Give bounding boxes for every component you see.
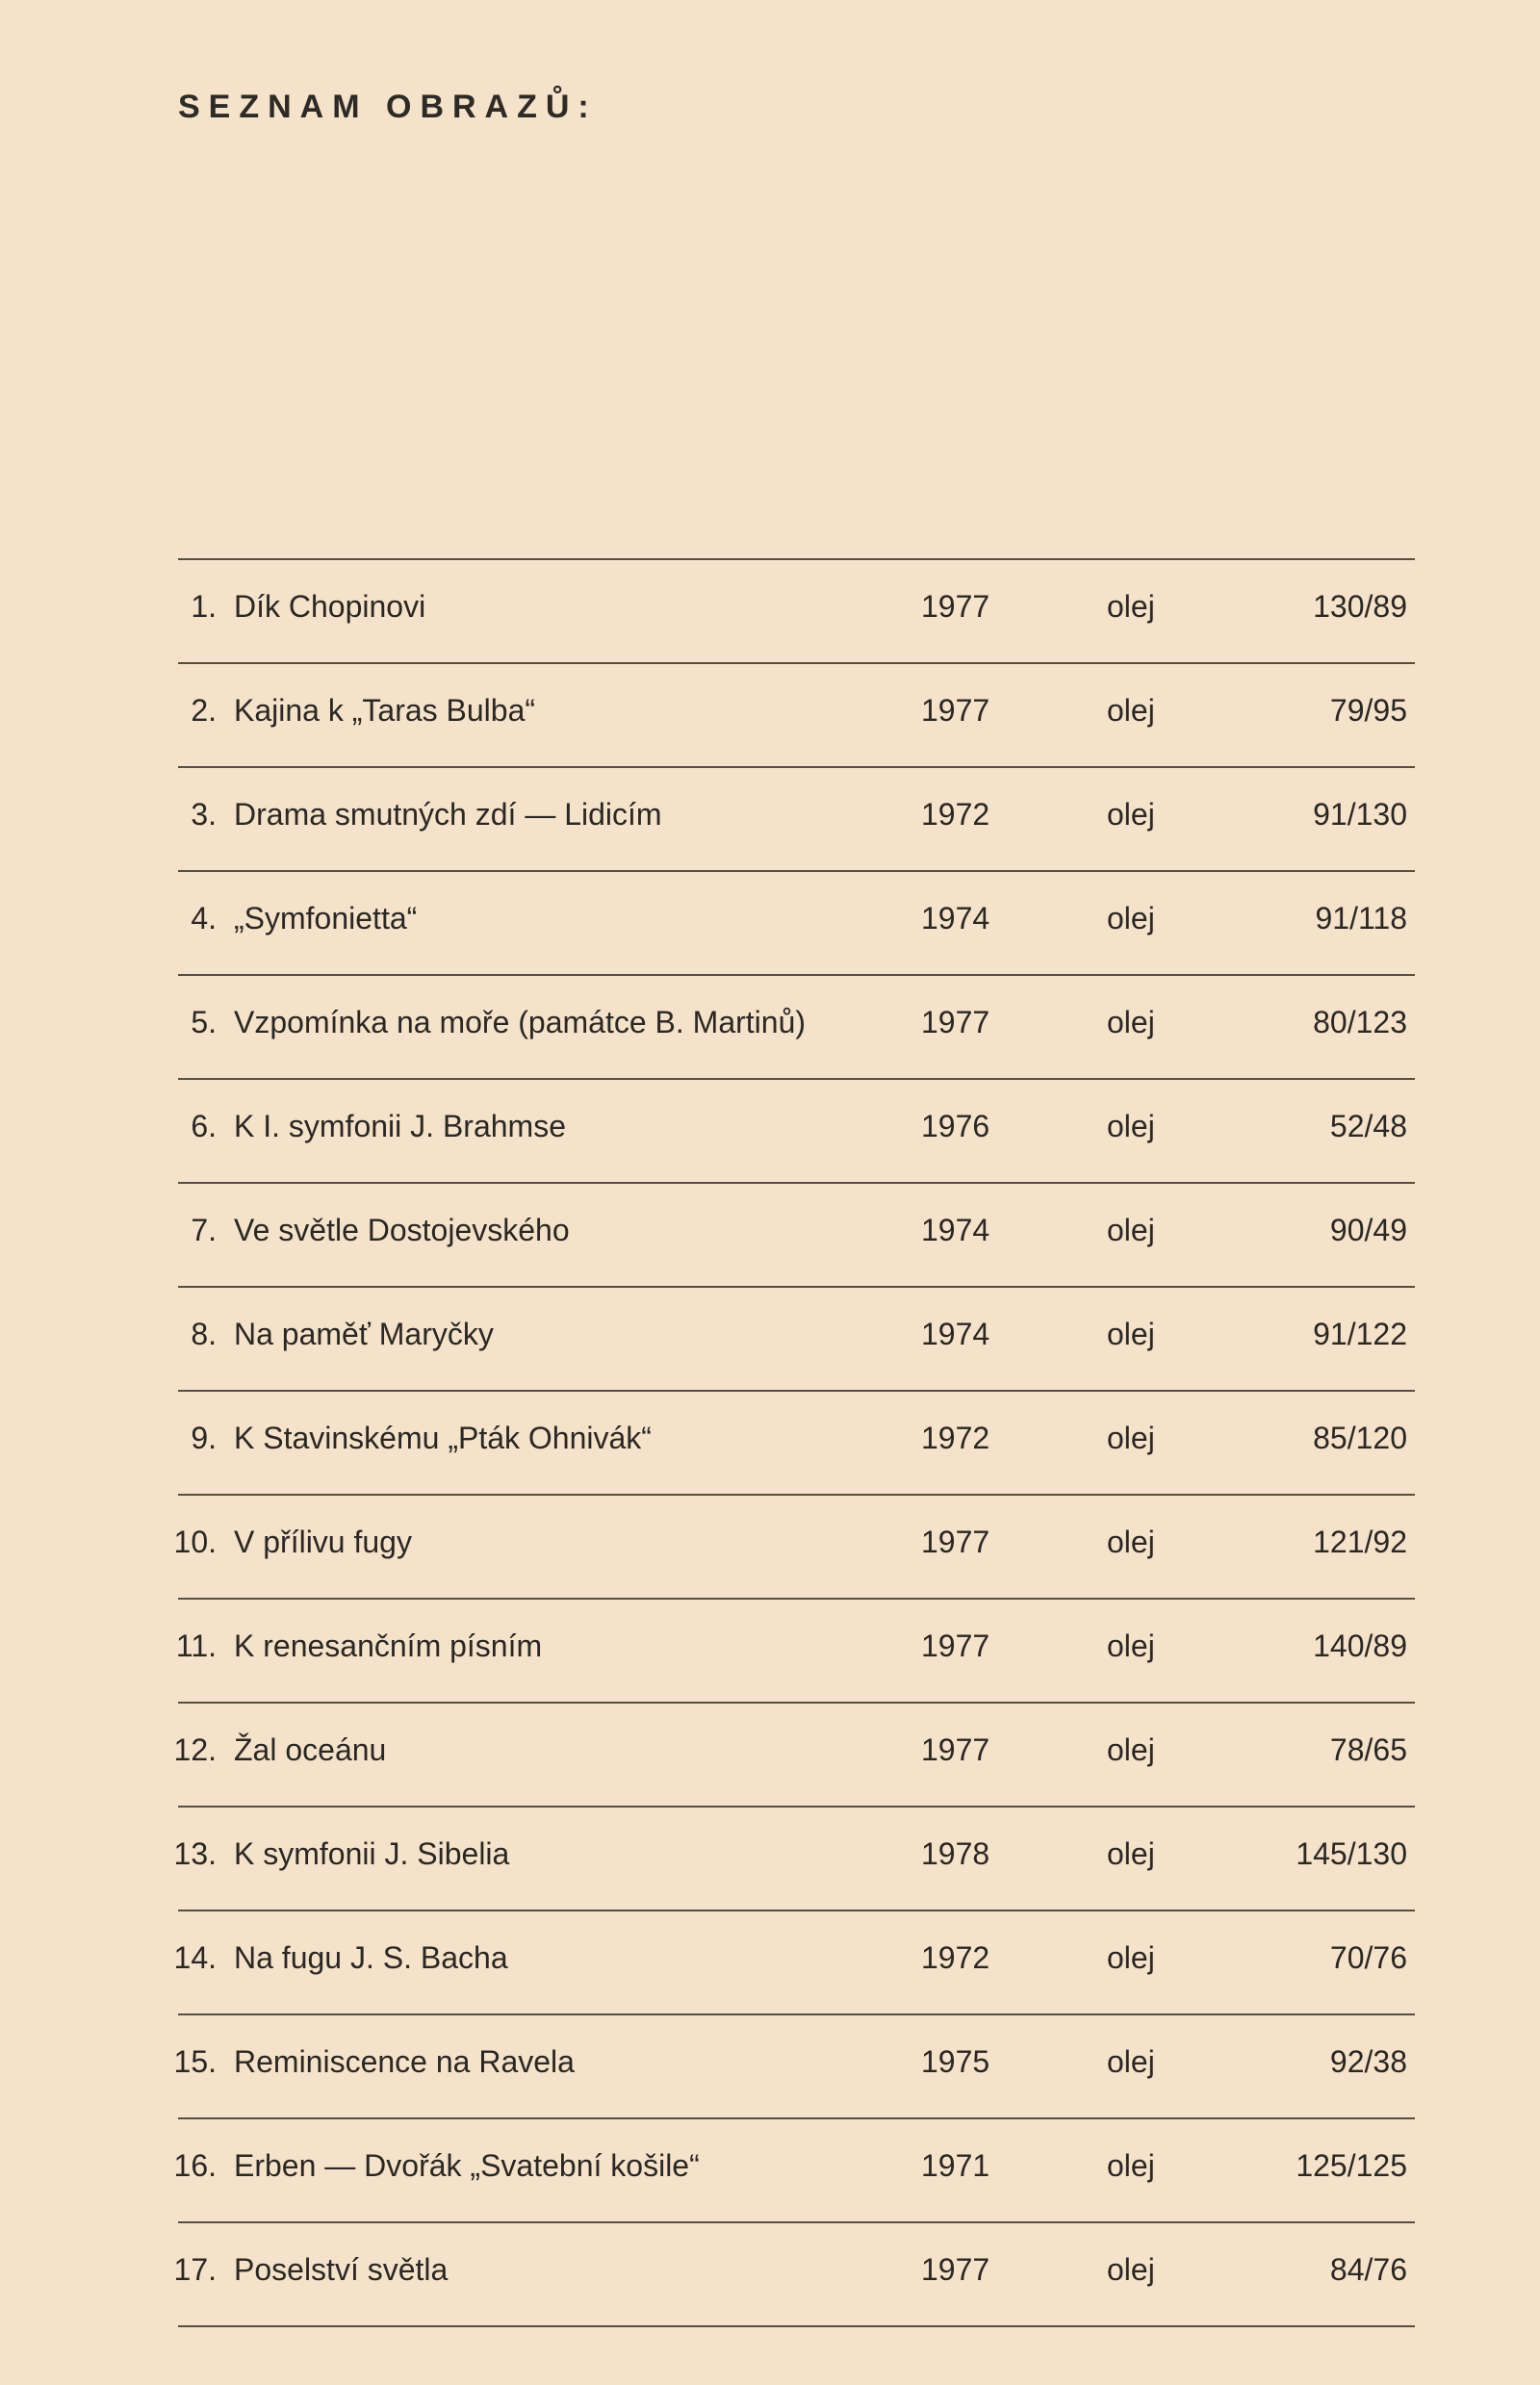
list-item [173, 1496, 1415, 1598]
item-medium: olej [1107, 589, 1155, 624]
item-name: K renesančním písním [234, 1628, 543, 1663]
item-num: 2. [191, 693, 217, 728]
item-name: Dík Chopinovi [234, 589, 426, 624]
item-year: 1972 [921, 797, 990, 832]
item-size: 125/125 [1296, 2148, 1407, 2183]
item-num: 16. [173, 2148, 217, 2183]
list-item [178, 1392, 1415, 1494]
item-year: 1977 [921, 1525, 990, 1559]
item-size: 91/130 [1313, 797, 1407, 832]
item-medium: olej [1107, 693, 1155, 728]
item-medium: olej [1107, 2252, 1155, 2287]
item-size: 79/95 [1329, 693, 1407, 728]
item-medium: olej [1107, 1940, 1155, 1975]
item-size: 85/120 [1313, 1421, 1407, 1455]
item-year: 1976 [921, 1109, 990, 1143]
item-size: 91/122 [1313, 1317, 1407, 1351]
item-name: K symfonii J. Sibelia [234, 1836, 510, 1871]
item-year: 1972 [921, 1421, 990, 1455]
list-item [178, 1288, 1415, 1390]
list-item [173, 1704, 1415, 1806]
item-medium: olej [1107, 1836, 1155, 1871]
item-num: 6. [191, 1109, 217, 1143]
item-medium: olej [1107, 901, 1155, 936]
item-size: 92/38 [1329, 2044, 1407, 2079]
item-year: 1977 [921, 1732, 990, 1767]
item-name: Ve světle Dostojevského [234, 1213, 570, 1247]
list-item [178, 1184, 1415, 1286]
page-title: SEZNAM OBRAZŮ: [178, 89, 598, 125]
item-year: 1972 [921, 1940, 990, 1975]
item-year: 1974 [921, 1317, 990, 1351]
item-name: K I. symfonii J. Brahmse [234, 1109, 566, 1143]
item-year: 1977 [921, 693, 990, 728]
item-name: Erben — Dvořák „Svatební košile“ [234, 2148, 700, 2183]
item-medium: olej [1107, 1213, 1155, 1247]
divider [178, 2325, 1415, 2327]
item-num: 3. [191, 797, 217, 832]
item-name: „Symfonietta“ [234, 901, 418, 936]
item-year: 1971 [921, 2148, 990, 2183]
item-size: 78/65 [1329, 1732, 1407, 1767]
list-item [178, 872, 1415, 974]
item-size: 80/123 [1313, 1005, 1407, 1039]
item-name: Na fugu J. S. Bacha [234, 1940, 508, 1975]
item-medium: olej [1107, 1005, 1155, 1039]
item-num: 4. [191, 901, 217, 936]
item-name: Poselství světla [234, 2252, 449, 2287]
list-item [173, 2223, 1415, 2325]
item-year: 1977 [921, 589, 990, 624]
item-medium: olej [1107, 1421, 1155, 1455]
item-size: 90/49 [1329, 1213, 1407, 1247]
item-name: Reminiscence na Ravela [234, 2044, 575, 2079]
item-name: Na paměť Maryčky [234, 1317, 494, 1351]
item-num: 14. [173, 1940, 217, 1975]
list-item [178, 976, 1415, 1078]
item-medium: olej [1107, 797, 1155, 832]
item-year: 1977 [921, 2252, 990, 2287]
list-item [178, 1080, 1415, 1182]
item-num: 11. [175, 1628, 217, 1663]
item-num: 8. [191, 1317, 217, 1351]
item-num: 5. [191, 1005, 217, 1039]
item-num: 9. [191, 1421, 217, 1455]
item-year: 1974 [921, 901, 990, 936]
item-medium: olej [1107, 1525, 1155, 1559]
item-year: 1975 [921, 2044, 990, 2079]
item-name: Drama smutných zdí — Lidicím [234, 797, 662, 832]
item-size: 130/89 [1313, 589, 1407, 624]
item-num: 15. [173, 2044, 217, 2079]
item-name: K Stavinskému „Pták Ohnivák“ [234, 1421, 652, 1455]
item-size: 140/89 [1313, 1628, 1407, 1663]
item-size: 121/92 [1313, 1525, 1407, 1559]
item-medium: olej [1107, 1317, 1155, 1351]
list-item [178, 664, 1415, 766]
item-year: 1977 [921, 1005, 990, 1039]
item-num: 17. [173, 2252, 217, 2287]
item-size: 70/76 [1329, 1940, 1407, 1975]
list-item [173, 1808, 1415, 1910]
item-size: 52/48 [1329, 1109, 1407, 1143]
list-item [178, 560, 1415, 662]
item-year: 1974 [921, 1213, 990, 1247]
item-name: V přílivu fugy [234, 1525, 412, 1559]
item-medium: olej [1107, 1109, 1155, 1143]
item-medium: olej [1107, 1732, 1155, 1767]
list-item [173, 1911, 1415, 2013]
painting-list [173, 558, 1415, 2327]
item-year: 1978 [921, 1836, 990, 1871]
item-size: 145/130 [1296, 1836, 1407, 1871]
item-name: Vzpomínka na moře (památce B. Martinů) [234, 1005, 807, 1039]
list-item [173, 2119, 1415, 2221]
item-year: 1977 [921, 1628, 990, 1663]
item-size: 91/118 [1315, 901, 1407, 936]
item-num: 1. [191, 589, 217, 624]
item-size: 84/76 [1329, 2252, 1407, 2287]
item-medium: olej [1107, 2044, 1155, 2079]
item-name: Kajina k „Taras Bulba“ [234, 693, 536, 728]
list-item [173, 2015, 1415, 2117]
item-num: 12. [173, 1732, 217, 1767]
item-num: 7. [191, 1213, 217, 1247]
item-medium: olej [1107, 2148, 1155, 2183]
item-medium: olej [1107, 1628, 1155, 1663]
list-item [178, 768, 1415, 870]
item-num: 13. [173, 1836, 217, 1871]
item-name: Žal oceánu [234, 1732, 387, 1767]
item-num: 10. [173, 1525, 217, 1559]
list-item [175, 1600, 1415, 1702]
